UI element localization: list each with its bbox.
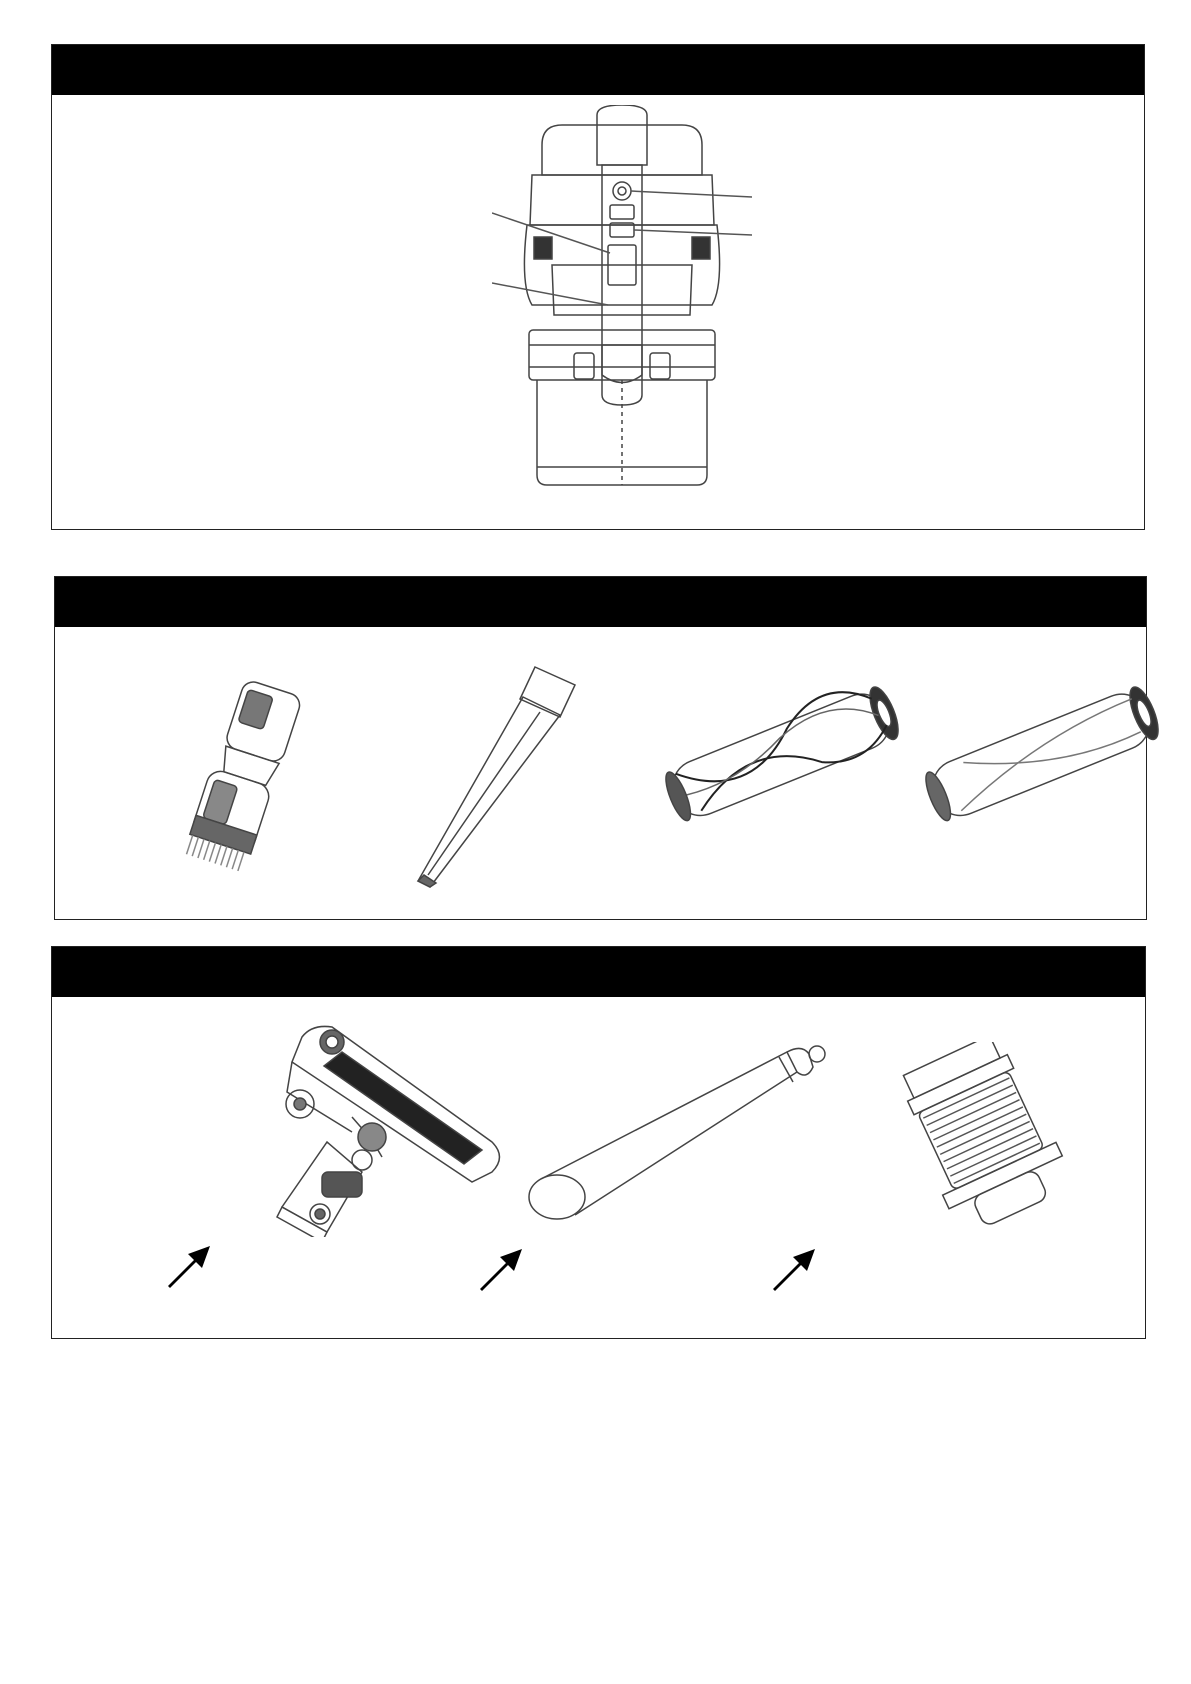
floor-brush-head-illustration — [232, 1022, 512, 1237]
section-header — [55, 577, 1146, 627]
combination-brush-illustration — [155, 677, 325, 877]
section-product-overview — [51, 44, 1145, 530]
section-header — [52, 45, 1144, 95]
arrow-icon — [769, 1245, 819, 1295]
hepa-filter-illustration — [842, 1042, 1082, 1242]
bristle-roller-illustration — [645, 667, 915, 837]
crevice-tool-illustration — [410, 657, 590, 897]
section-header — [52, 947, 1145, 997]
extension-tube-illustration — [517, 1032, 837, 1232]
soft-roller-illustration — [905, 667, 1175, 837]
handheld-vacuum-illustration — [492, 105, 752, 525]
arrow-icon — [164, 1242, 214, 1292]
section-assembly — [51, 946, 1146, 1339]
section-accessories — [54, 576, 1147, 920]
arrow-icon — [476, 1245, 526, 1295]
